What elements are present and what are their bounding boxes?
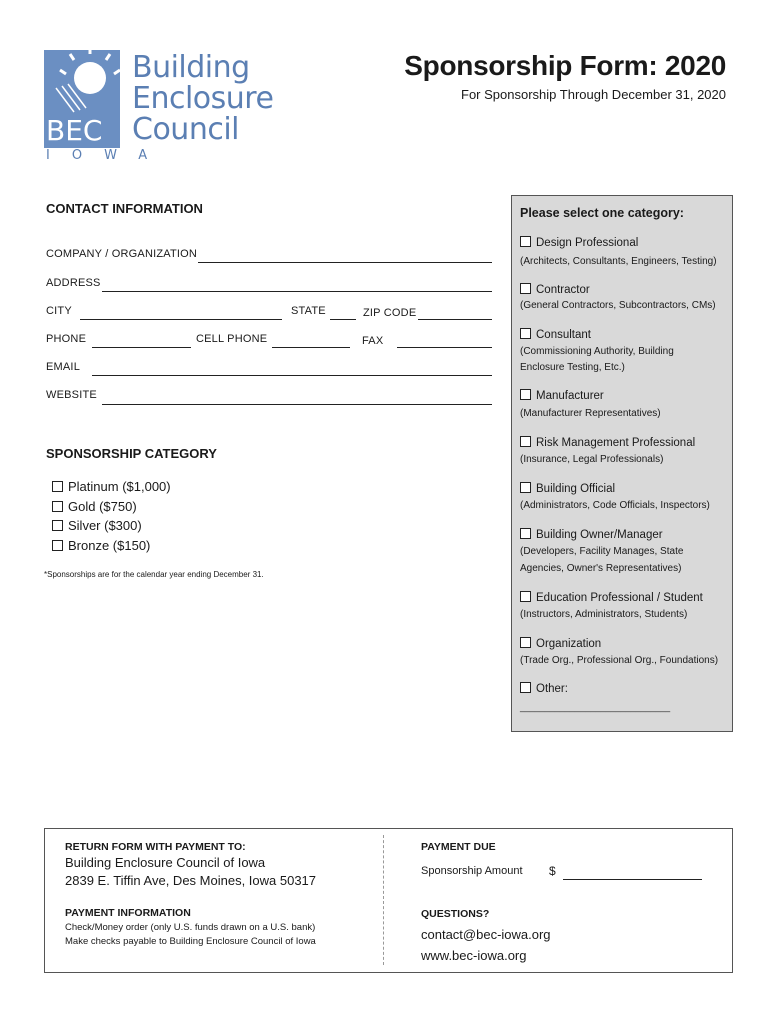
footer-divider [383,835,384,965]
contact-heading: CONTACT INFORMATION [46,201,203,216]
category-label: Building Official [536,483,616,495]
category-other[interactable] [520,682,568,695]
fax-field[interactable] [397,347,492,348]
category-label: Contractor [536,284,590,296]
cell-phone-field[interactable] [272,347,350,348]
contact-email-link[interactable]: contact@bec-iowa.org [421,927,551,942]
checkbox-icon[interactable] [52,540,63,551]
state-label: STATE [291,305,326,317]
category-desc: (Insurance, Legal Professionals) [520,454,664,465]
logo-line1: Building [132,50,250,85]
checkbox-icon[interactable] [52,520,63,531]
return-name: Building Enclosure Council of Iowa [65,855,266,870]
sponsorship-option[interactable] [52,477,171,497]
checkbox-icon[interactable] [520,236,531,247]
sponsorship-options [52,477,171,555]
checkbox-icon[interactable] [52,481,63,492]
website-label: WEBSITE [46,389,97,401]
phone-field[interactable] [92,347,191,348]
category-organization[interactable] [520,637,601,650]
option-label: Platinum ($1,000) [68,479,171,494]
phone-label: PHONE [46,333,87,345]
city-field[interactable] [80,319,282,320]
category-design-professional[interactable] [520,236,638,249]
category-building-official[interactable] [520,482,615,495]
zip-label: ZIP CODE [363,307,417,319]
logo-state: IOWA [46,148,170,163]
city-label: CITY [46,305,72,317]
logo-abbr: BEC [46,114,103,147]
sponsorship-option[interactable] [52,497,171,517]
category-education[interactable] [520,591,703,604]
option-label: Gold ($750) [68,498,137,514]
address-label: ADDRESS [46,277,101,289]
website-field[interactable] [102,404,492,405]
category-desc: (Administrators, Code Officials, Inspectors) [520,500,710,511]
category-desc: Enclosure Testing, Etc.) [520,362,625,373]
fax-label: FAX [362,335,384,347]
address-field[interactable] [102,291,492,292]
email-field[interactable] [92,375,492,376]
category-label: Risk Management Professional [536,437,696,449]
return-address: 2839 E. Tiffin Ave, Des Moines, Iowa 50317 [65,873,317,888]
payment-info-line1: Check/Money order (only U.S. funds drawn on a U.S. bank) [65,922,316,933]
category-heading: Please select one category: [520,206,684,220]
category-owner-manager[interactable] [520,528,663,541]
option-label: Silver ($300) [68,518,142,533]
category-label: Design Professional [536,237,639,249]
sponsorship-option[interactable] [52,516,171,536]
sponsorship-heading: SPONSORSHIP CATEGORY [46,446,217,461]
payment-due-heading: PAYMENT DUE [421,841,496,853]
category-desc: (Instructors, Administrators, Students) [520,609,688,620]
state-field[interactable] [330,319,356,320]
checkbox-icon[interactable] [52,501,63,512]
checkbox-icon[interactable] [520,637,531,648]
category-risk-management[interactable] [520,436,695,449]
email-label: EMAIL [46,361,81,373]
category-panel [511,195,733,732]
category-desc: Agencies, Owner's Representatives) [520,563,682,574]
sponsorship-amount-label: Sponsorship Amount [421,865,523,877]
checkbox-icon[interactable] [520,682,531,693]
category-desc: (Trade Org., Professional Org., Foundations) [520,655,719,666]
company-field[interactable] [198,262,492,263]
category-label: Education Professional / Student [536,592,703,604]
logo-line3: Council [132,112,239,147]
category-manufacturer[interactable] [520,389,604,402]
questions-heading: QUESTIONS? [421,908,490,920]
return-heading: RETURN FORM WITH PAYMENT TO: [65,841,246,853]
category-other-field[interactable]: ______________________________ [520,702,671,712]
category-desc: (Developers, Facility Manages, State [520,546,684,557]
sponsorship-amount-field[interactable] [563,879,702,880]
category-desc: (Manufacturer Representatives) [520,408,661,419]
category-contractor[interactable] [520,283,590,296]
category-label: Manufacturer [536,390,604,402]
page-title: Sponsorship Form: 2020 [404,50,726,81]
company-label: COMPANY / ORGANIZATION [46,248,198,260]
checkbox-icon[interactable] [520,328,531,339]
bec-logo-icon [44,50,120,148]
category-desc: (General Contractors, Subcontractors, CMs) [520,300,716,311]
category-label: Consultant [536,329,591,341]
zip-field[interactable] [418,319,492,320]
category-desc: (Architects, Consultants, Engineers, Testing) [520,256,717,267]
category-consultant[interactable] [520,328,591,341]
checkbox-icon[interactable] [520,591,531,602]
logo-wordmark [132,52,273,145]
option-label: Bronze ($150) [68,537,151,553]
logo-line2: Enclosure [132,81,274,116]
sponsorship-option[interactable] [52,536,171,556]
cell-phone-label: CELL PHONE [196,333,268,345]
sponsorship-note: *Sponsorships are for the calendar year ending December 31. [44,570,264,579]
checkbox-icon[interactable] [520,283,531,294]
payment-box [44,828,733,973]
checkbox-icon[interactable] [520,528,531,539]
checkbox-icon[interactable] [520,389,531,400]
dollar-sign: $ [549,864,556,878]
checkbox-icon[interactable] [520,436,531,447]
payment-info-line2: Make checks payable to Building Enclosure Council of Iowa [65,936,316,947]
category-label: Building Owner/Manager [536,529,663,541]
checkbox-icon[interactable] [520,482,531,493]
category-desc: (Commissioning Authority, Building [520,346,674,357]
category-label: Other: [536,683,568,695]
website-link[interactable]: www.bec-iowa.org [421,948,527,963]
page-subtitle: For Sponsorship Through December 31, 2020 [461,87,726,102]
category-label: Organization [536,638,602,650]
payment-info-heading: PAYMENT INFORMATION [65,907,191,919]
